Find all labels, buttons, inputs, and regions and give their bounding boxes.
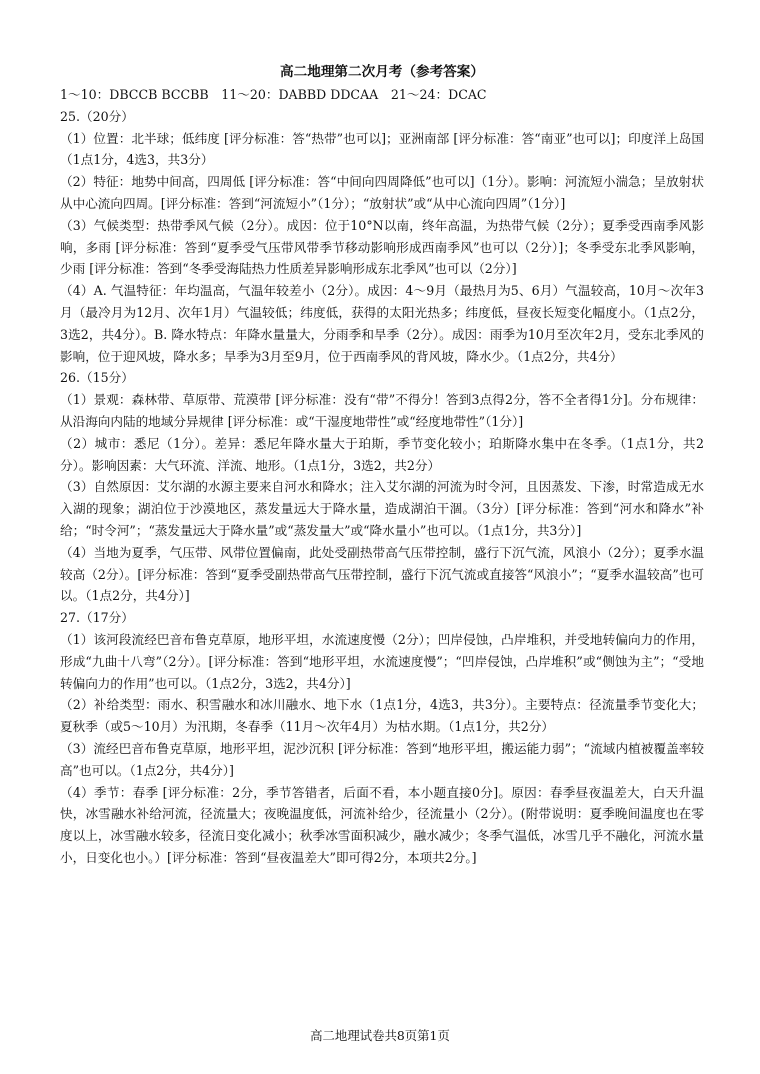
answer-paragraph: （1）位置：北半球；低纬度 [评分标准：答“热带”也可以]；亚洲南部 [评分标准：答“南亚”也可以]；印度洋上岛国（1点1分，4选3，共3分） (60, 130, 704, 168)
answer-paragraph: （1）该河段流经巴音布鲁克草原，地形平坦，水流速度慢（2分）；凹岸侵蚀，凸岸堆积，并受地转偏向力的作用，形成“九曲十八弯”（2分）。[评分标准：答到“地形平坦，水流速度慢”；“凹岸侵蚀，凸岸堆积”或“侧蚀为主”；“受地转偏向力的作用”也可以。（1点2分，3选2，共4分）] (60, 631, 704, 691)
question-heading-27: 27.（17分） (60, 610, 134, 626)
question-heading-25: 25.（20分） (60, 108, 134, 124)
page-title: 高二地理第二次月考（参考答案） (280, 64, 484, 80)
answer-key-line: 1～10：DBCCB BCCBB 11～20：DABBD DDCAA 21～24：DCAC (60, 87, 487, 102)
answer-paragraph: （4）季节：春季 [评分标准：2分，季节答错者，后面不看，本小题直接0分]。原因：春季昼夜温差大，白天升温快，冰雪融水补给河流，径流量大；夜晚温度低，河流补给少，径流量小（2分）。(附带说明：夏季晚间温度也在零度以上，冰雪融水较多，径流日变化减小；秋季冰雪面积减少，融水减少；冬季气温低，冰雪几乎不融化，河流水量小，日变化也小。）[评分标准：答到“昼夜温差大”即可得2分，本项共2分。] (60, 784, 704, 865)
answer-paragraph: （1）景观：森林带、草原带、荒漠带 [评分标准：没有“带”不得分！答到3点得2分，答不全者得1分]。分布规律：从沿海向内陆的地域分异规律 [评分标准：或“干湿度地带性”或“经度地带性”（1分）] (60, 392, 704, 429)
answer-paragraph: （3）自然原因：艾尔湖的水源主要来自河水和降水；注入艾尔湖的河流为时令河，且因蒸发、下渗，时常造成无水入湖的现象；湖泊位于沙漠地区，蒸发量远大于降水量，造成湖泊干涸。（3分）[评分标准：答到“河水和降水”补给；“时令河”；“蒸发量远大于降水量”或“蒸发量大”或“降水量小”也可以。（1点1分，共3分）] (60, 479, 704, 538)
answer-paragraph: （4）当地为夏季，气压带、风带位置偏南，此处受副热带高气压带控制，盛行下沉气流，风浪小（2分）；夏季水温较高（2分）。[评分标准：答到“夏季受副热带高气压带控制，盛行下沉气流或直接答“风浪小”；“夏季水温较高”也可以。（1点2分，共4分）] (60, 544, 704, 604)
answer-paragraph: （2）城市：悉尼（1分）。差异：悉尼年降水量大于珀斯，季节变化较小；珀斯降水集中在冬季。（1点1分，共2分）。影响因素：大气环流、洋流、地形。（1点1分，3选2，共2分） (60, 435, 704, 473)
answer-paragraph: （2）补给类型：雨水、积雪融水和冰川融水、地下水（1点1分，4选3，共3分）。主要特点：径流量季节变化大；夏秋季（或5～10月）为汛期，冬春季（11月～次年4月）为枯水期。（1点1分，共2分） (60, 697, 704, 735)
answer-paragraph: （4）A. 气温特征：年均温高，气温年较差小（2分）。成因：4～9月（最热月为5、6月）气温较高，10月～次年3月（最冷月为12月、次年1月）气温较低；纬度低，获得的太阳光热多；纬度低，昼夜长短变化幅度小。（1点2分，3选2，共4分）。B. 降水特点：年降水量量大，分雨季和旱季（2分）。成因：雨季为10月至次年2月，受东北季风的影响，位于迎风坡，降水多；旱季为3月至9月，位于西南季风的背风坡，降水少。（1点2分，共4分） (60, 283, 704, 364)
answer-paragraph: （3）流经巴音布鲁克草原，地形平坦，泥沙沉积 [评分标准：答到“地形平坦，搬运能力弱”；“流域内植被覆盖率较高”也可以。（1点2分，共4分）] (60, 740, 704, 778)
answer-paragraph: （2）特征：地势中间高，四周低 [评分标准：答“中间向四周降低”也可以]（1分）。影响：河流短小湍急；呈放射状从中心流向四周。[评分标准：答到“河流短小”（1分）；“放射状”或“从中心流向四周”（1分）] (60, 174, 704, 211)
question-heading-26: 26.（15分） (60, 370, 134, 386)
page-footer: 高二地理试卷共8页第1页 (310, 1028, 450, 1043)
answer-paragraph: （3）气候类型：热带季风气候（2分）。成因：位于10°N以南，终年高温，为热带气候（2分）；夏季受西南季风影响，多雨 [评分标准：答到“夏季受气压带风带季节移动影响形成西南季风”也可以（2分）]；冬季受东北季风影响，少雨 [评分标准：答到“冬季受海陆热力性质差异影响形成东北季风”也可以（2分）] (60, 217, 704, 277)
